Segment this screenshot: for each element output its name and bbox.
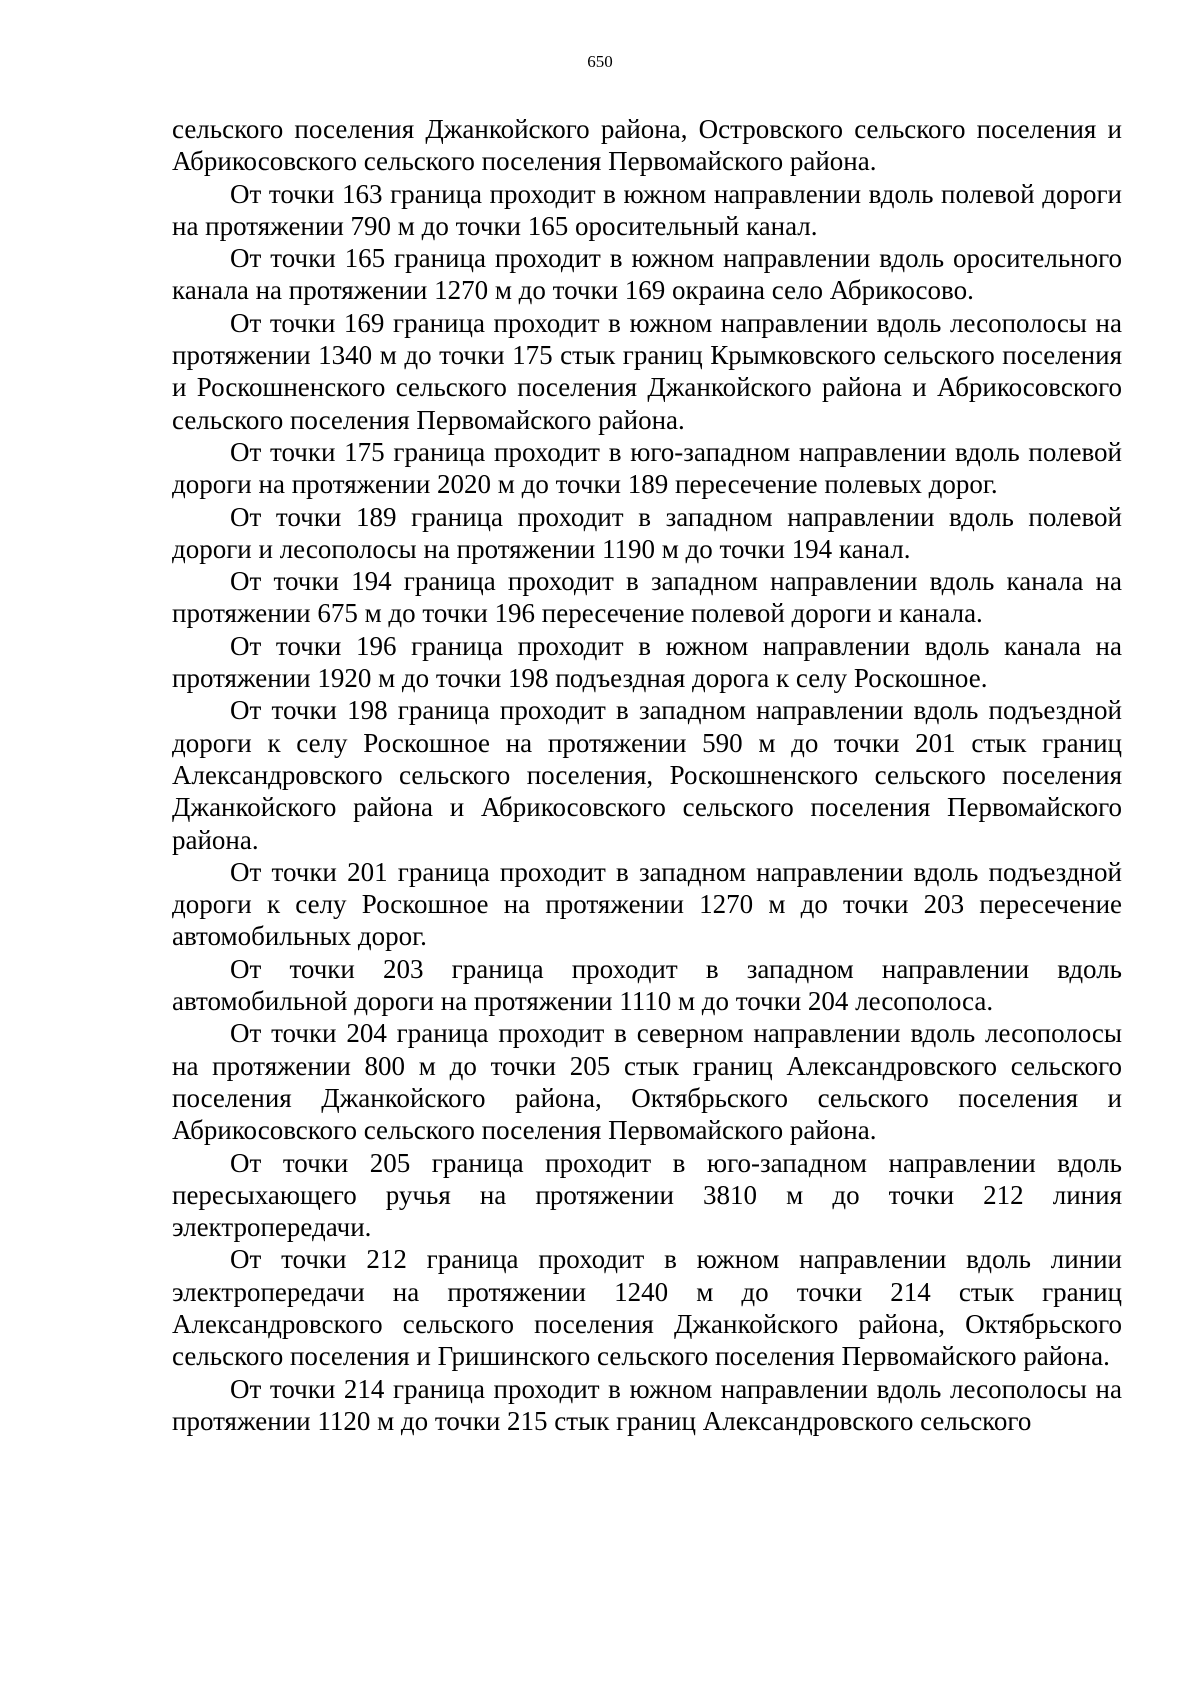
paragraph-point-189: От точки 189 граница проходит в западном направлении вдоль полевой дороги и лесополосы на протяжении 1190 м до точки 194 канал. [172,501,1122,564]
paragraph-point-163: От точки 163 граница проходит в южном направлении вдоль полевой дороги на протяжении 790 м до точки 165 оросительный канал. [172,178,1122,241]
paragraph-point-201: От точки 201 граница проходит в западном направлении вдоль подъездной дороги к селу Роскошное на протяжении 1270 м до точки 203 пересечение автомобильных дорог. [172,856,1122,952]
document-body [172,113,1122,1437]
paragraph-point-214: От точки 214 граница проходит в южном направлении вдоль лесополосы на протяжении 1120 м до точки 215 стык границ Александровского сельского [172,1373,1122,1436]
paragraph-point-204: От точки 204 граница проходит в северном направлении вдоль лесополосы на протяжении 800 м до точки 205 стык границ Александровского сельского поселения Джанкойского района, Октябрьского сельского поселения и Абрикосовского сельского поселения Первомайского района. [172,1018,1122,1146]
paragraph-point-203: От точки 203 граница проходит в западном направлении вдоль автомобильной дороги на протяжении 1110 м до точки 204 лесополоса. [172,953,1122,1017]
paragraph-continuation: сельского поселения Джанкойского района, Островского сельского поселения и Абрикосовского сельского поселения Первомайского района. [172,114,1122,177]
paragraph-point-205: От точки 205 граница проходит в юго-западном направлении вдоль пересыхающего ручья на протяжении 3810 м до точки 212 линия электропередачи. [172,1147,1122,1243]
paragraph-point-198: От точки 198 граница проходит в западном направлении вдоль подъездной дороги к селу Роскошное на протяжении 590 м до точки 201 стык границ Александровского сельского поселения, Роскошненского сельского поселения Джанкойского района и Абрикосовского сельского поселения Первомайского района. [172,695,1122,855]
paragraph-point-194: От точки 194 граница проходит в западном направлении вдоль канала на протяжении 675 м до точки 196 пересечение полевой дороги и канала. [172,566,1122,629]
paragraph-point-169: От точки 169 граница проходит в южном направлении вдоль лесополосы на протяжении 1340 м до точки 175 стык границ Крымковского сельского поселения и Роскошненского сельского поселения Джанкойского района и Абрикосовского сельского поселения Первомайского района. [172,307,1122,435]
paragraph-point-212: От точки 212 граница проходит в южном направлении вдоль линии электропередачи на протяжении 1240 м до точки 214 стык границ Александровского сельского поселения Джанкойского района, Октябрьского сельского поселения и Гришинского сельского поселения Первомайского района. [172,1244,1122,1372]
paragraph-point-196: От точки 196 граница проходит в южном направлении вдоль канала на протяжении 1920 м до точки 198 подъездная дорога к селу Роскошное. [172,630,1122,694]
paragraph-point-175: От точки 175 граница проходит в юго-западном направлении вдоль полевой дороги на протяжении 2020 м до точки 189 пересечение полевых дорог. [172,436,1122,500]
page-number: 650 [587,52,613,71]
paragraph-point-165: От точки 165 граница проходит в южном направлении вдоль оросительного канала на протяжении 1270 м до точки 169 окраина село Абрикосово. [172,243,1122,306]
